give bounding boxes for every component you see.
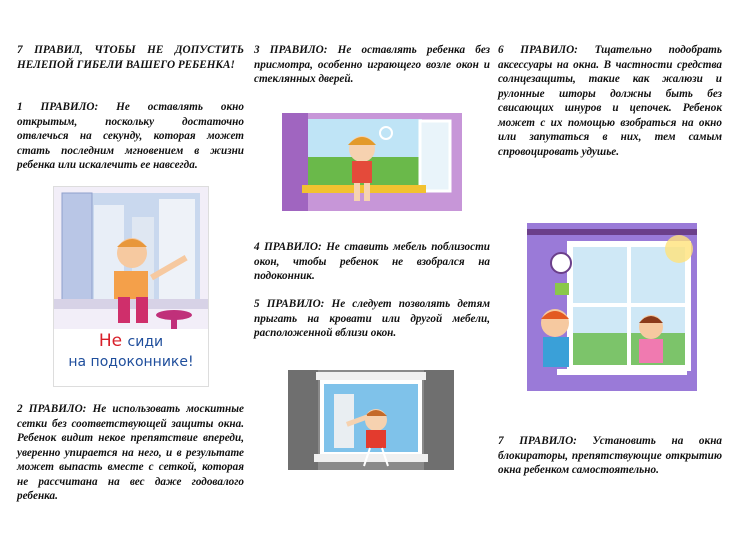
child-window-drawing [54,187,208,329]
poster-caption-line2: на подоконнике! [68,354,194,370]
brochure-title: 7 ПРАВИЛ, ЧТОБЫ НЕ ДОПУСТИТЬ НЕЛЕПОЙ ГИБЕЛИ ВАШЕГО РЕБЕНКА! [17,44,244,71]
girl-window-drawing [282,113,462,211]
rule-3-label: 3 ПРАВИЛО: [254,44,328,56]
rule-5-text: Не следует позволять детям прыгать на кровати или другой мебели, расположенной вблизи окон. [254,298,490,339]
rule-3-text: Не оставлять ребенка без присмотра, особенно играющего возле окон и стеклянных дверей. [254,44,490,85]
rule-2-label: 2 ПРАВИЛО: [17,403,87,415]
rule-1 [17,100,244,173]
illustration-children-at-window-with-lock [527,223,697,391]
falling-child-drawing [288,370,454,470]
rule-6 [498,43,722,159]
rule-7-label: 7 ПРАВИЛО: [498,435,577,447]
rule-4-text: Не ставить мебель поблизости окон, чтобы ребенок не взобрался на подоконник. [254,241,490,282]
illustration-girl-at-open-window [282,113,462,211]
rule-4 [254,240,490,284]
rule-2-text: Не использовать москитные сетки без соответствующей защиты окна. Ребенок видит некое препятствие впереди, уверенно упирается на него, и в результате может выпасть вместе с сеткой, которая не рассчитана на вес даже годовалого ребенка. [17,403,244,502]
rule-6-text: Тщательно подобрать аксессуары на окна. В частности средства солнцезащиты, такие как жалюзи и рулонные шторы должны быть без свисающих шнуров и цепочек. Ребенок может с их помощью взобраться на окно или запутаться в них, тем самым спровоцировать удушье. [498,44,722,158]
poster-caption-sidi: сиди [127,334,164,350]
illustration-child-on-windowsill [53,186,209,387]
rule-3 [254,43,490,87]
rule-5 [254,297,490,341]
rule-6-label: 6 ПРАВИЛО: [498,44,578,56]
rule-1-label: 1 ПРАВИЛО: [17,101,99,113]
children-window-drawing [527,223,697,391]
poster-caption-ne: Не [98,331,123,351]
rule-7 [498,434,722,478]
rule-7-text: Установить на окна блокираторы, препятствующие открытию окна ребенком самостоятельно. [498,435,722,476]
illustration-child-falling-from-window [288,370,454,470]
rule-2 [17,402,244,504]
rule-5-label: 5 ПРАВИЛО: [254,298,325,310]
rule-4-label: 4 ПРАВИЛО: [254,241,322,253]
rule-1-text: Не оставлять окно открытым, поскольку достаточно отвлечься на секунду, которая может стать последним мгновением в жизни ребенка или искалечить ее навсегда. [17,101,244,171]
